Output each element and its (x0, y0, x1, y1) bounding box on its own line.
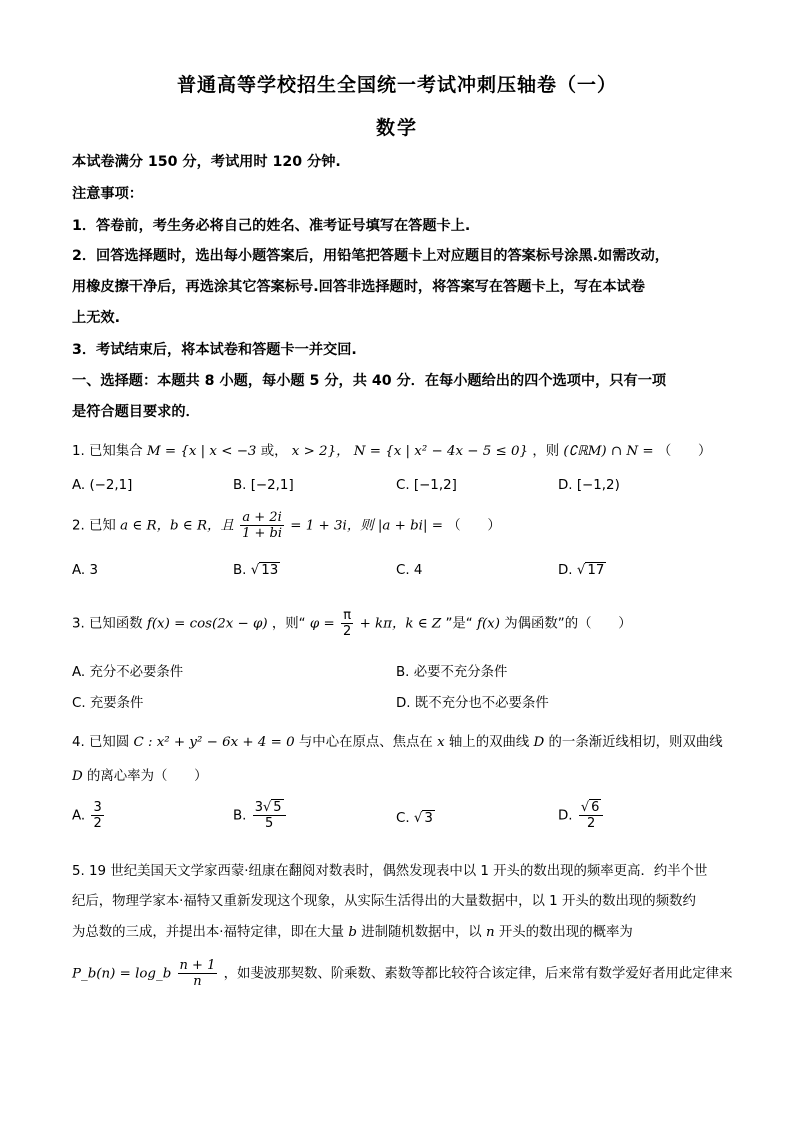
q2-option-d-sqrt: √ 17 (576, 563, 605, 578)
q1-blank: （ ） (657, 444, 712, 459)
q5-n: n (485, 925, 495, 940)
q4-option-d-den: 2 (586, 816, 596, 831)
question-5-line2: 纪后，物理学家本·福特又重新发现这个现象，从实际生活得出的大量数据中，以 1 开头的数出现的频数约 (72, 894, 696, 909)
q1-set-m2: x > 2}， (291, 444, 350, 459)
question-4-line2 (72, 765, 724, 784)
q1-option-a: A. (−2,1] (72, 478, 133, 493)
section1-heading-b: 是符合题目要求的． (72, 404, 200, 420)
q5-line3-b: 进制随机数据中，以 (361, 925, 482, 940)
q2-option-c: C. 4 (396, 563, 423, 578)
section1-heading-a: 一、选择题：本题共 8 小题，每小题 5 分，共 40 分．在每小题给出的四个选项中，只有一项 (72, 373, 667, 389)
q5-fraction (178, 958, 218, 989)
question-5-line3 (72, 921, 724, 940)
q4-option-a (72, 800, 106, 831)
q4-line2-text: 的离心率为（ ） (87, 769, 208, 784)
q4-option-c (396, 811, 435, 826)
q3-option-c: C. 充要条件 (72, 696, 144, 711)
q4-stem-a: 4. 已知圆 (72, 735, 130, 750)
q3-stem-a: 3. 已知函数 (72, 616, 143, 632)
q5-line3-a: 为总数的三成，并提出本·福特定律，即在大量 (72, 925, 345, 940)
q2-option-b (233, 563, 280, 578)
q5-frac-den: n (193, 974, 202, 989)
q4-option-b-num (253, 800, 286, 816)
notice-2b: 用橡皮擦干净后，再选涂其它答案标号.回答非选择题时，将答案写在答题卡上，写在本试卷 (72, 279, 645, 295)
q4-option-c-label: C. (396, 811, 410, 826)
q1-option-b: B. [−2,1] (233, 478, 294, 493)
notice-heading: 注意事项： (72, 186, 143, 202)
question-3-stem (72, 608, 724, 639)
q4-option-a-label: A. (72, 808, 86, 824)
q4-stem-c: 轴上的双曲线 (448, 735, 530, 750)
q1-expr: (∁ℝM) ∩ N = (563, 444, 654, 459)
exam-subject: 数学 (375, 117, 418, 139)
notice-2a: 2．回答选择题时，选出每小题答案后，用铅笔把答题卡上对应题目的答案标号涂黑.如需改动， (72, 248, 669, 264)
q5-formula: P_b(n) = log_b (72, 966, 172, 982)
q4-stem-b: 与中心在原点、焦点在 (298, 735, 433, 750)
q4-option-d (558, 800, 605, 831)
q2-option-d-label: D. (558, 563, 573, 578)
q4-circle: C : x² + y² − 6x + 4 = 0 (133, 735, 295, 750)
question-4-stem (72, 731, 724, 750)
q4-option-c-sqrt: √ 3 (413, 811, 433, 826)
question-2-stem (72, 510, 724, 541)
question-5-line4 (72, 958, 733, 989)
q3-kpi: + kπ，k ∈ Z (359, 616, 442, 632)
q2-stem-a: 2. 已知 (72, 518, 116, 534)
q3-frac-den: 2 (343, 624, 352, 639)
q1-set-m: M = {x | x < −3 (146, 444, 257, 459)
q2-abs: |a + bi| = (377, 518, 443, 534)
q3-stem-b: ，则“ (271, 616, 306, 632)
q4-line2-d: D (72, 769, 83, 784)
q3-option-b: B. 必要不充分条件 (396, 665, 508, 680)
q2-option-d (558, 563, 606, 578)
q4-option-b-label: B. (233, 808, 247, 824)
q1-stem-a: 1. 已知集合 (72, 444, 143, 459)
q2-blank: （ ） (447, 518, 501, 534)
q3-stem-d: 为偶函数”的（ ） (504, 616, 632, 632)
q1-option-c: C. [−1,2] (396, 478, 457, 493)
q5-line3-c: 开头的数出现的概率为 (498, 925, 633, 940)
q4-option-d-num (579, 800, 604, 816)
notice-3: 3．考试结束后，将本试卷和答题卡一并交回. (72, 342, 357, 358)
q2-eq: = 1 + 3i，则 (290, 518, 374, 534)
q4-option-b-coef: 3 (254, 800, 263, 815)
q4-option-b-rad: 5 (273, 800, 282, 815)
q1-or: 或， (260, 444, 288, 459)
question-5-line1: 5. 19 世纪美国天文学家西蒙·纽康在翻阅对数表时，偶然发现表中以 1 开头的数出现的频率更高．约半个世 (72, 864, 708, 879)
q2-option-b-sqrt: √ 13 (250, 563, 279, 578)
q3-fraction (341, 608, 353, 639)
q4-option-b (233, 800, 288, 831)
q4-option-d-rad: 6 (591, 800, 600, 815)
q4-option-b-frac (253, 800, 286, 831)
q5-b: b (348, 925, 357, 940)
q4-stem-d: 的一条渐近线相切，则双曲线 (548, 735, 723, 750)
q2-option-d-rad: 17 (587, 563, 605, 578)
q4-option-a-num: 3 (93, 800, 102, 815)
q4-d: D (533, 735, 545, 750)
q1-option-d: D. [−1,2) (558, 478, 620, 493)
q4-option-d-frac (579, 800, 604, 831)
q4-option-c-rad: 3 (424, 811, 433, 826)
exam-title: 普通高等学校招生全国统一考试冲刺压轴卷（一） (176, 74, 617, 96)
q2-fraction (240, 510, 284, 541)
q5-frac-num: n + 1 (179, 958, 216, 973)
q1-stem-b: ，则 (532, 444, 560, 459)
q3-stem-c: ”是“ (445, 616, 473, 632)
q4-option-a-den: 2 (93, 816, 102, 831)
q2-option-a: A. 3 (72, 563, 98, 578)
q4-option-d-label: D. (558, 808, 573, 824)
q1-set-n: N = {x | x² − 4x − 5 ≤ 0} (353, 444, 529, 459)
q4-option-a-frac (91, 800, 103, 831)
question-1-stem (72, 440, 724, 459)
q3-frac-num: π (343, 608, 352, 623)
score-info: 本试卷满分 150 分，考试用时 120 分钟. (72, 154, 341, 170)
q3-phi: φ = (309, 616, 335, 632)
q4-x: x (437, 735, 445, 750)
q4-option-b-den: 5 (265, 816, 274, 831)
q2-frac-num: a + 2i (242, 510, 282, 525)
q4-option-d-sqrt: √ 6 (580, 800, 600, 815)
notice-2c: 上无效. (72, 310, 120, 326)
q5-line4-text: ，如斐波那契数、阶乘数、素数等都比较符合该定律，后来常有数学爱好者用此定律来 (223, 966, 733, 982)
q3-func: f(x) = cos(2x − φ) (146, 616, 268, 632)
q2-cond: a ∈ R，b ∈ R，且 (120, 518, 234, 534)
notice-1: 1．答卷前，考生务必将自己的姓名、准考证号填写在答题卡上. (72, 218, 471, 234)
q2-option-b-label: B. (233, 563, 247, 578)
q3-option-a: A. 充分不必要条件 (72, 665, 184, 680)
q4-option-b-sqrt: √ 5 (263, 800, 282, 815)
q2-frac-den: 1 + bi (242, 526, 283, 541)
q2-option-b-rad: 13 (261, 563, 279, 578)
q3-fx: f(x) (477, 616, 500, 632)
q3-option-d: D. 既不充分也不必要条件 (396, 696, 549, 711)
